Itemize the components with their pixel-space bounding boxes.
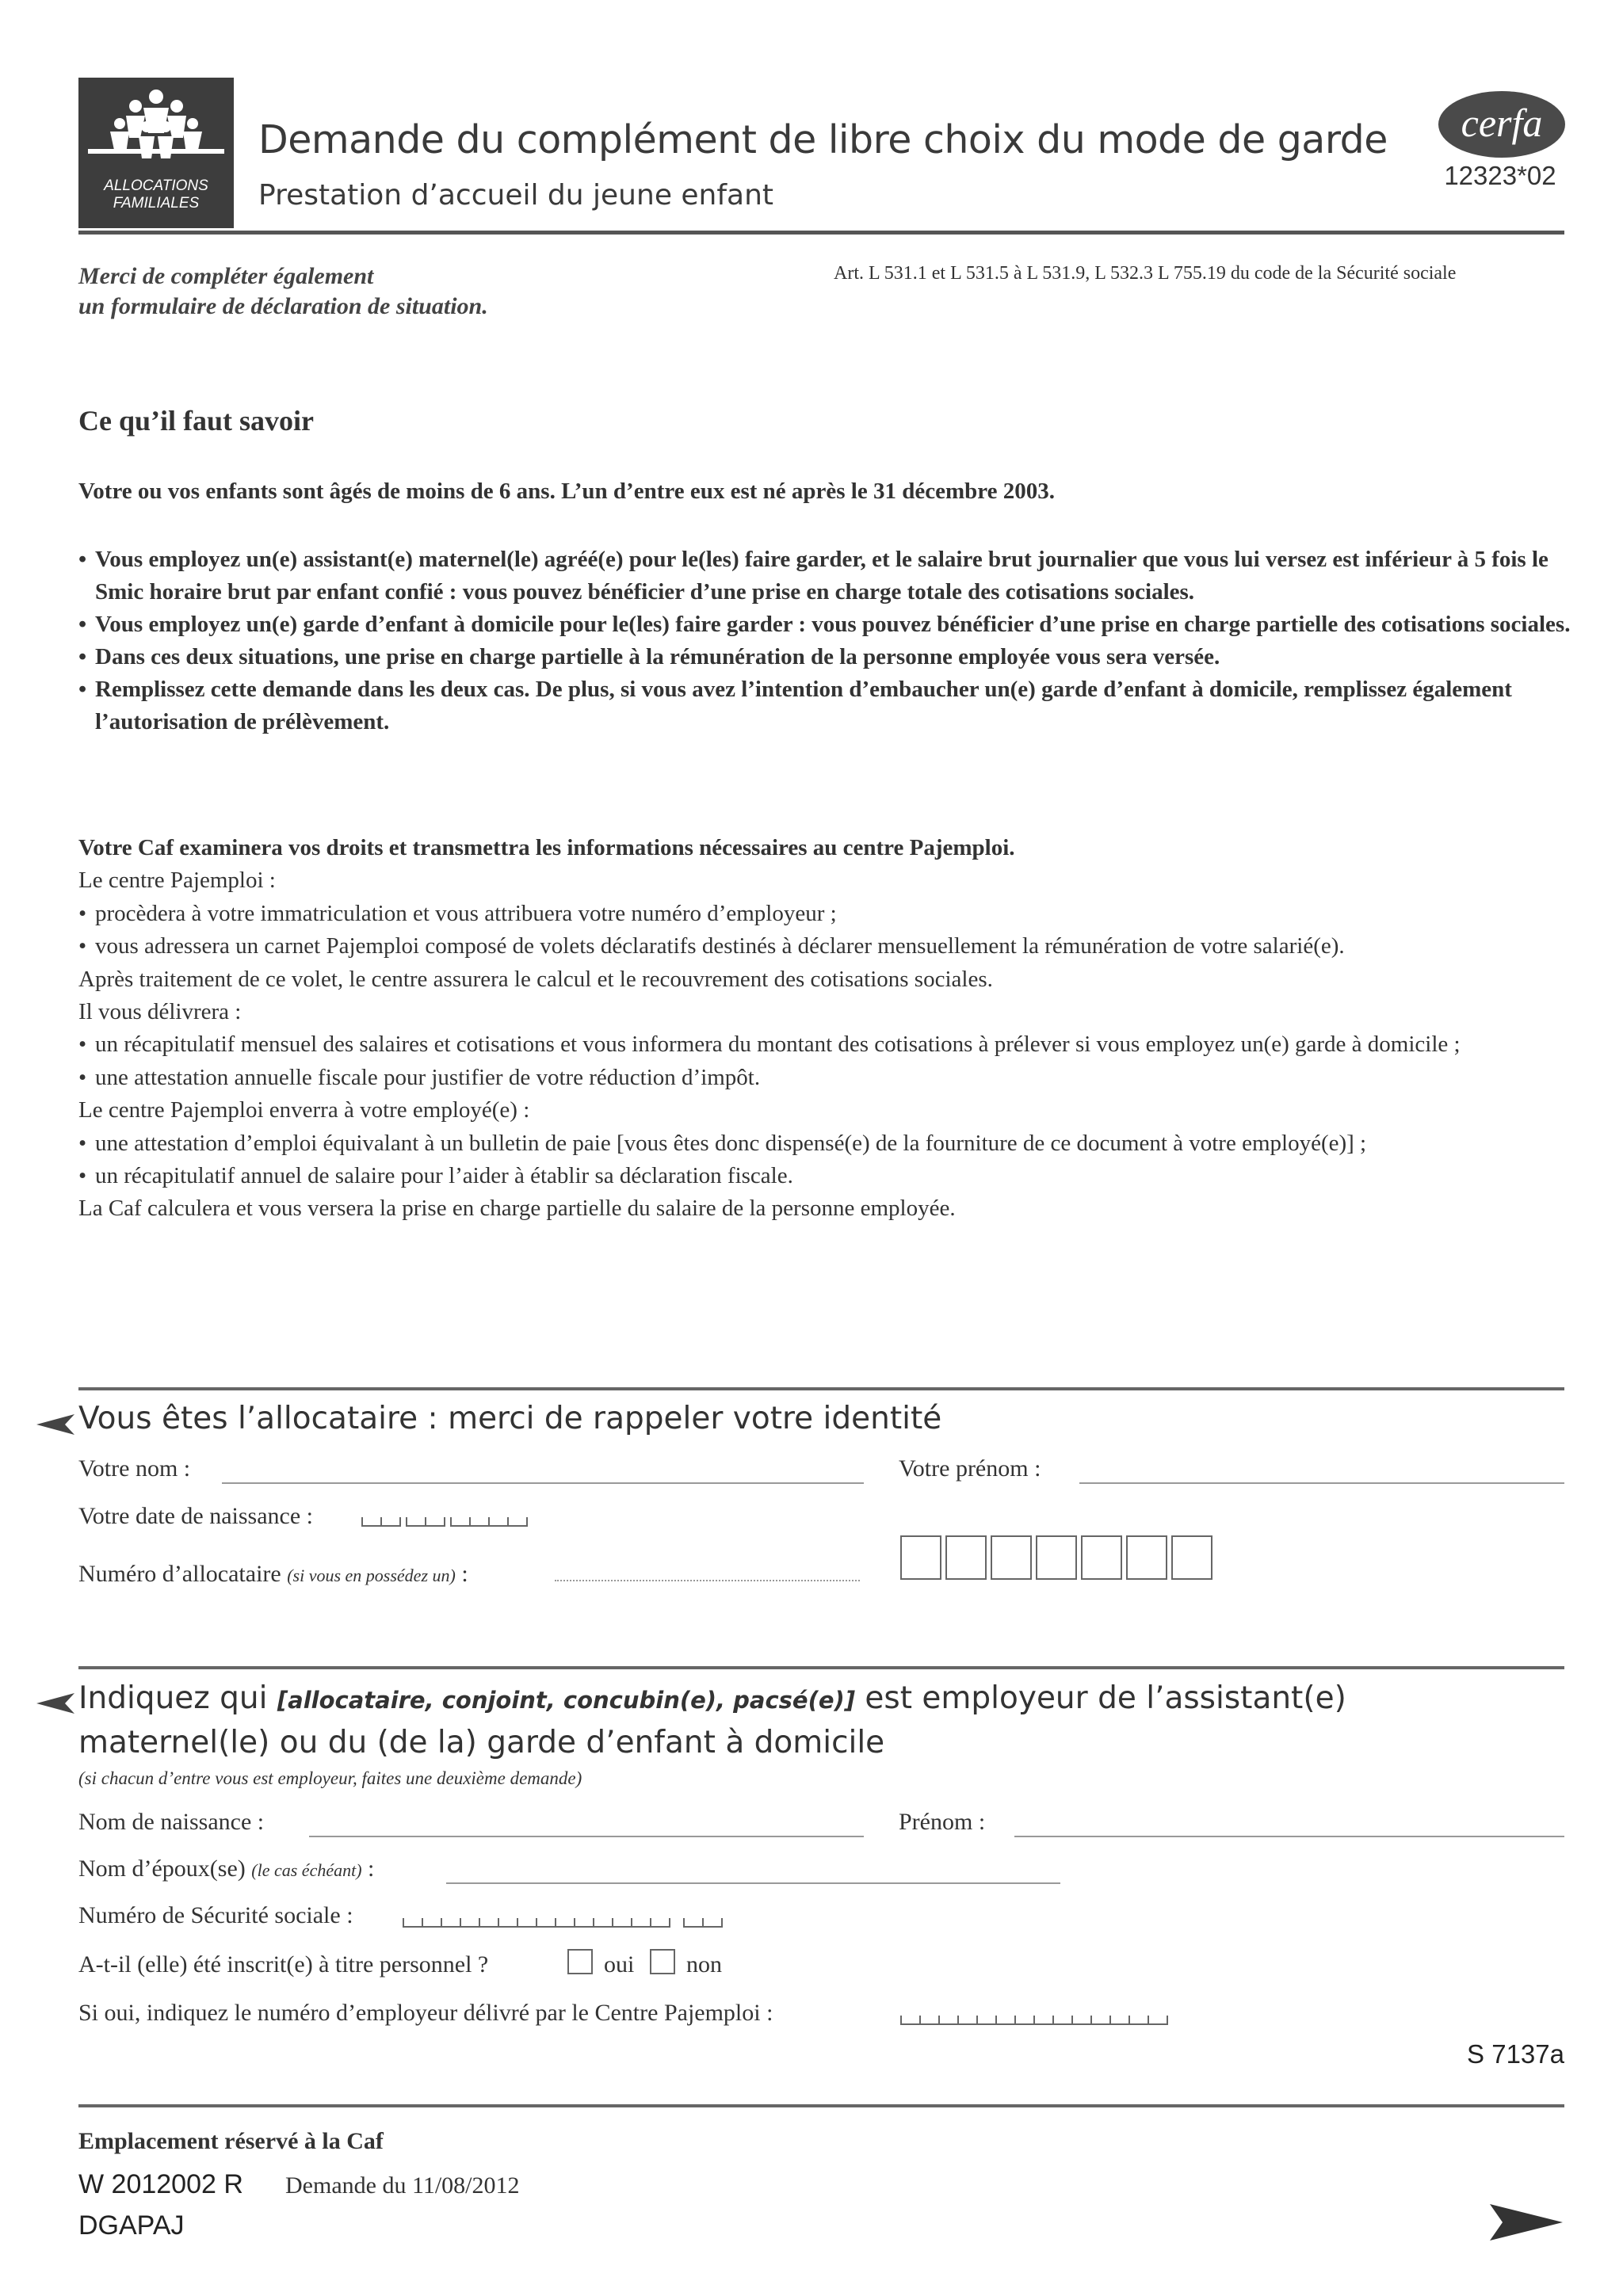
section-title-employer (78, 1680, 1346, 1716)
allocataire-number-colon: : (461, 1561, 468, 1587)
last-name-label: Votre nom : (78, 1455, 191, 1482)
registered-question: A-t-il (elle) été inscrit(e) à titre personnel ? (78, 1951, 489, 1978)
legal-reference: Art. L 531.1 et L 531.5 à L 531.9, L 532.3 L 755.19 du code de la Sécurité sociale (834, 263, 1457, 284)
no-label: non (686, 1951, 722, 1978)
spouse-name-label (78, 1855, 374, 1882)
employer-hint: (si chacun d’entre vous est employeur, faites une deuxième demande) (78, 1768, 582, 1788)
ssn-label: Numéro de Sécurité sociale : (78, 1902, 353, 1928)
birth-date-label: Votre date de naissance : (78, 1503, 314, 1529)
family-figures-icon (88, 86, 224, 181)
caf-code: W 2012002 R (78, 2169, 243, 2199)
info-bullet: • Vous employez un(e) garde d’enfant à domicile pour le(les) faire garder : vous pouvez bénéficier d’une prise en charge partielle des cotisations sociales. (78, 608, 1576, 641)
header-divider (78, 231, 1564, 235)
employer-title-part1: Indiquez qui (78, 1680, 268, 1716)
cerfa-code: 12323*02 (1444, 161, 1556, 190)
employer-number-label: Si oui, indiquez le numéro d’employeur délivré par le Centre Pajemploi : (78, 2000, 773, 2026)
section-title-allocataire: Vous êtes l’allocataire : merci de rappeler votre identité (78, 1401, 942, 1436)
delivers-bullet: • un récapitulatif mensuel des salaires et cotisations et vous informera du montant des cotisations à prélever si vous employez un(e) garde à domicile ; (78, 1028, 1576, 1061)
info-intro: Votre ou vos enfants sont âgés de moins de 6 ans. L’un d’entre eux est né après le 31 décembre 2003. (78, 479, 1055, 504)
form-reference: S 7137a (1467, 2039, 1564, 2069)
spouse-name-hint: (le cas échéant) (251, 1860, 362, 1880)
info-bullet-list (78, 543, 1576, 738)
logo-text-line1: ALLOCATIONS (104, 177, 208, 194)
note-line: Merci de compléter également (78, 263, 374, 289)
pajemploi-bullet: • procèdera à votre immatriculation et vous attribuera votre numéro d’employeur ; (78, 898, 1576, 930)
cerfa-logo (1436, 89, 1568, 160)
allocataire-number-hint: (si vous en possédez un) (287, 1566, 456, 1585)
yes-label: oui (604, 1951, 635, 1978)
declaration-note (78, 261, 488, 322)
footer-divider (78, 2104, 1564, 2107)
reserved-area-title: Emplacement réservé à la Caf (78, 2128, 384, 2154)
employee-bullet: • une attestation d’emploi équivalant à un bulletin de paie [vous êtes donc dispensé(e) de la fourniture de ce document à votre employé(e)] ; (78, 1127, 1576, 1160)
section-arrow-icon (36, 1414, 74, 1435)
employee-bullet: • un récapitulatif annuel de salaire pour l’aider à établir sa déclaration fiscale. (78, 1160, 1576, 1192)
allocataire-number-dotted-line (555, 1580, 860, 1581)
allocataire-number-label-text: Numéro d’allocataire (78, 1561, 281, 1587)
info-heading: Ce qu’il faut savoir (78, 405, 314, 437)
spouse-name-label-text: Nom d’époux(se) (78, 1855, 246, 1882)
spouse-name-field[interactable] (446, 1882, 1060, 1884)
no-checkbox[interactable] (650, 1949, 675, 1974)
employer-number-field[interactable] (900, 2016, 1168, 2025)
next-page-arrow-icon[interactable] (1487, 2203, 1563, 2242)
ssn-field[interactable] (403, 1918, 723, 1928)
ssn-key-boxes[interactable] (683, 1918, 723, 1928)
month-boxes[interactable] (406, 1517, 445, 1527)
logo-text-line2: FAMILIALES (113, 195, 200, 212)
employee-intro: Le centre Pajemploi enverra à votre employé(e) : (78, 1097, 530, 1123)
form-subtitle: Prestation d’accueil du jeune enfant (258, 179, 774, 212)
delivers-bullet: • une attestation annuelle fiscale pour justifier de votre réduction d’impôt. (78, 1062, 1576, 1094)
day-boxes[interactable] (361, 1517, 401, 1527)
form-title: Demande du complément de libre choix du mode de garde (258, 117, 1388, 162)
caf-logo (78, 78, 234, 228)
cerfa-logo-text: cerfa (1461, 101, 1543, 145)
birth-date-field[interactable] (361, 1517, 528, 1527)
allocataire-number-field[interactable] (900, 1535, 1216, 1580)
caf-title: Votre Caf examinera vos droits et transmettra les informations nécessaires au centre Pajemploi. (78, 835, 1015, 860)
after-treatment: Après traitement de ce volet, le centre assurera le calcul et le recouvrement des cotisations sociales. (78, 966, 993, 992)
note-line: un formulaire de déclaration de situation. (78, 293, 488, 319)
info-bullet: • Vous employez un(e) assistant(e) maternel(le) agréé(e) pour le(les) faire garder, et le salaire brut journalier que vous lui versez est inférieur à 5 fois le Smic horaire brut par enfant confié : vous pouvez bénéficier d’une prise en charge totale des cotisations sociales. (78, 543, 1576, 608)
employer-first-name-label: Prénom : (899, 1809, 986, 1835)
employer-first-name-field[interactable] (1014, 1836, 1564, 1837)
employer-number-boxes[interactable] (900, 2016, 1168, 2025)
info-bullet: • Dans ces deux situations, une prise en charge partielle à la rémunération de la personne employée vous sera versée. (78, 641, 1576, 673)
spouse-name-colon: : (368, 1855, 375, 1882)
info-bullet: • Remplissez cette demande dans les deux cas. De plus, si vous avez l’intention d’embaucher un(e) garde d’enfant à domicile, remplissez également l’autorisation de prélèvement. (78, 673, 1576, 738)
section-title-employer-line2: maternel(le) ou du (de la) garde d’enfant à domicile (78, 1725, 885, 1760)
service-code: DGAPAJ (78, 2210, 185, 2241)
first-name-label: Votre prénom : (899, 1455, 1041, 1482)
pajemploi-bullet: • vous adressera un carnet Pajemploi composé de volets déclaratifs destinés à déclarer mensuellement la rémunération de votre salarié(e). (78, 930, 1576, 963)
employer-title-part2: est employeur de l’assistant(e) (865, 1680, 1346, 1716)
birth-name-field[interactable] (309, 1836, 864, 1837)
delivers-intro: Il vous délivrera : (78, 999, 242, 1025)
last-name-field[interactable] (222, 1482, 864, 1484)
ssn-boxes[interactable] (403, 1918, 670, 1928)
yes-checkbox[interactable] (567, 1949, 593, 1974)
birth-name-label: Nom de naissance : (78, 1809, 265, 1835)
first-name-field[interactable] (1079, 1482, 1564, 1484)
closing-text: La Caf calculera et vous versera la prise en charge partielle du salaire de la personne employée. (78, 1196, 956, 1222)
section-divider (78, 1387, 1564, 1390)
pajemploi-info (78, 832, 1576, 1226)
year-boxes[interactable] (450, 1517, 528, 1527)
section-divider (78, 1666, 1564, 1669)
employer-title-roles: [allocataire, conjoint, concubin(e), pacsé(e)] (277, 1687, 856, 1714)
request-date: Demande du 11/08/2012 (285, 2172, 520, 2199)
allocataire-number-label (78, 1561, 468, 1588)
pajemploi-intro: Le centre Pajemploi : (78, 868, 276, 894)
section-arrow-icon (36, 1693, 74, 1714)
